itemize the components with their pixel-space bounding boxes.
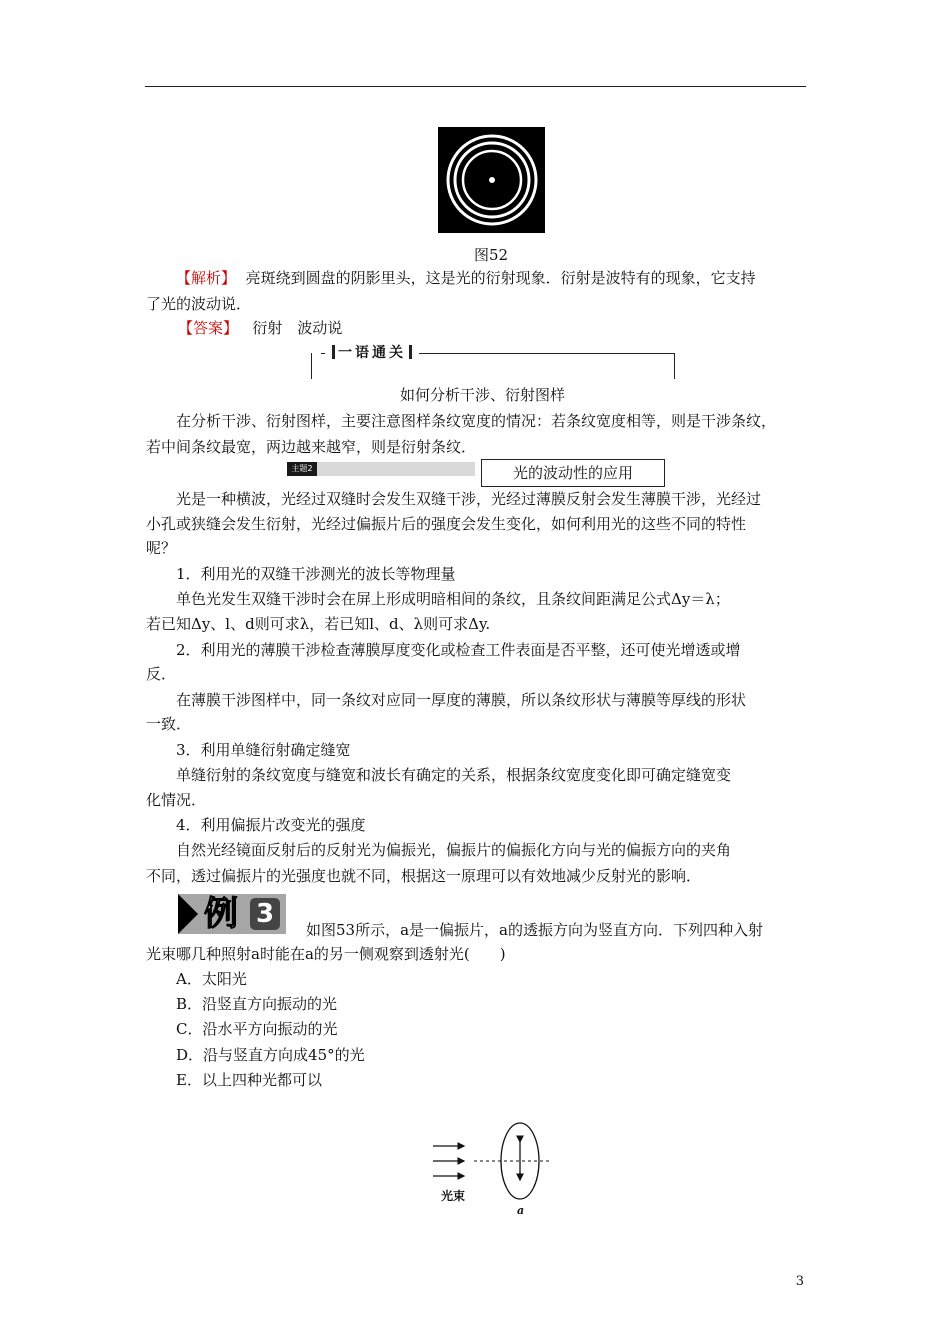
topic2-title: 光的波动性的应用 [481,459,665,487]
item-1-text-b: 若已知Δy、l、d则可求λ，若已知l、d、λ则可求Δy. [146,615,491,633]
analysis-text-2: 了光的波动说． [146,295,252,313]
yiyu-tag: 一语通关 [325,344,419,362]
beam-label: 光束 [441,1189,466,1203]
header-rule [145,86,806,87]
option-b: B．沿竖直方向振动的光 [176,995,338,1013]
option-e: E．以上四种光都可以 [176,1071,322,1089]
item-3-text-b: 化情况． [146,791,207,809]
item-1-heading: 1．利用光的双缝干涉测光的波长等物理量 [176,565,456,583]
example-badge-number: 3 [250,898,280,930]
item-3-text-a: 单缝衍射的条纹宽度与缝宽和波长有确定的关系，根据条纹宽度变化即可确定缝宽变 [176,766,732,784]
polarizer-label: a [517,1204,525,1217]
item-2-heading-b: 反． [146,665,177,683]
para1-line-2: 若中间条纹最宽，两边越来越窄，则是衍射条纹． [146,438,477,456]
item-1-text-a: 单色光发生双缝干涉时会在屏上形成明暗相间的条纹，且条纹间距满足公式Δy＝λ； [176,590,730,608]
yiyu-title: 如何分析干涉、衍射图样 [400,386,566,404]
item-4-text-b: 不同，透过偏振片的光强度也就不同，根据这一原理可以有效地减少反射光的影响． [146,867,702,885]
para1-line-1: 在分析干涉、衍射图样，主要注意图样条纹宽度的情况：若条纹宽度相等，则是干涉条纹， [176,412,777,430]
topic2-heading [287,459,665,487]
answer-text: 衍射 波动说 [252,319,343,337]
analysis-text-1: 亮斑绕到圆盘的阴影里头，这是光的衍射现象．衍射是波特有的现象，它支持 [245,269,756,287]
arrow-icon [178,894,198,934]
option-a: A．太阳光 [176,970,247,988]
answer-line [178,318,342,338]
topic2-badge: 主题2 [287,462,317,476]
page-number: 3 [795,1274,804,1289]
item-2-text-a: 在薄膜干涉图样中，同一条纹对应同一厚度的薄膜，所以条纹形状与薄膜等厚线的形状 [176,691,747,709]
example-3-question-1: 如图53所示，a是一偏振片，a的透振方向为竖直方向．下列四种入射 [306,921,763,939]
item-2-text-b: 一致． [146,715,192,733]
item-4-heading: 4．利用偏振片改变光的强度 [176,816,366,834]
example-3-question-2: 光束哪几种照射a时能在a的另一侧观察到透射光( ) [146,945,506,963]
option-d: D．沿与竖直方向成45°的光 [176,1046,365,1064]
figure-52-diffraction-image [438,127,545,233]
item-2-heading-a: 2．利用光的薄膜干涉检查薄膜厚度变化或检查工件表面是否平整，还可使光增透或增 [176,641,741,659]
intro-line-1: 光是一种横波，光经过双缝时会发生双缝干涉，光经过薄膜反射会发生薄膜干涉，光经过 [176,490,762,508]
example-3-badge [178,894,286,934]
intro-line-3: 呢？ [146,539,177,557]
item-3-heading: 3．利用单缝衍射确定缝宽 [176,741,351,759]
answer-label: 【答案】 [178,319,239,337]
example-badge-text: 例 [204,894,238,934]
analysis-line-1 [176,268,756,288]
figure-52-caption: 图52 [474,246,509,264]
intro-line-2: 小孔或狭缝会发生衍射，光经过偏振片后的强度会发生变化，如何利用光的这些不同的特性 [146,515,747,533]
analysis-label: 【解析】 [176,269,237,287]
yiyu-tongguan-box [311,344,675,380]
option-c: C．沿水平方向振动的光 [176,1020,338,1038]
item-4-text-a: 自然光经镜面反射后的反射光为偏振光，偏振片的偏振化方向与光的偏振方向的夹角 [176,841,732,859]
